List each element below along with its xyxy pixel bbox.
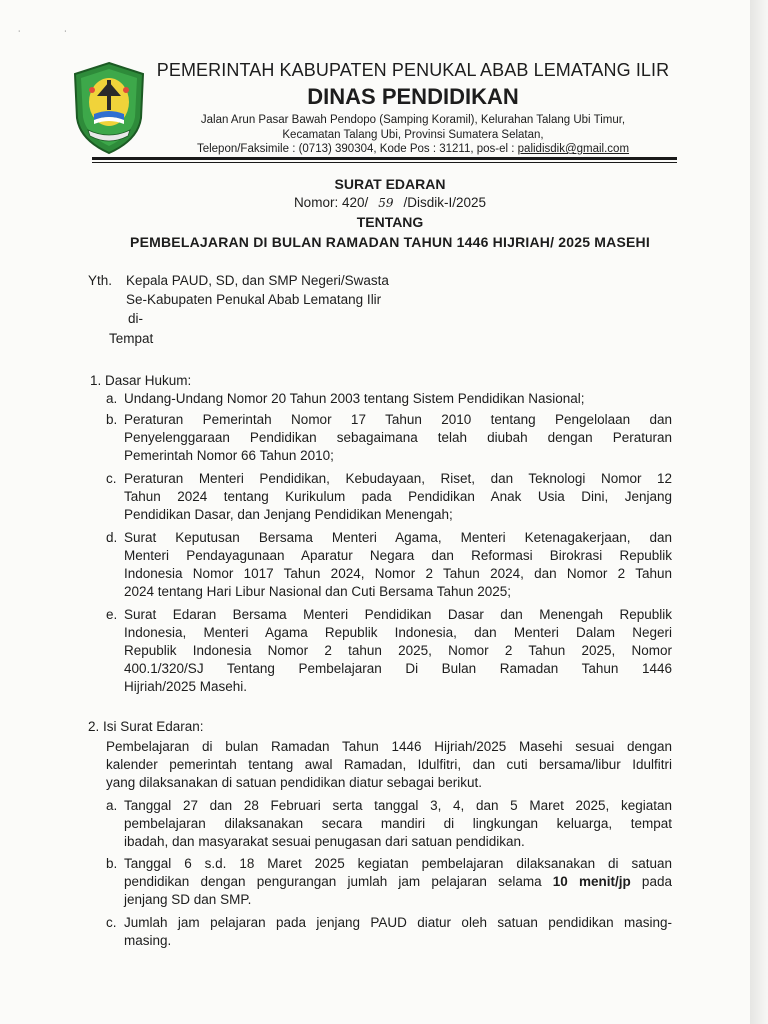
list-line: Pendidikan Dasar, dan Jenjang Pendidikan Menengah; <box>124 507 453 522</box>
addressee-line-4: Tempat <box>109 331 154 346</box>
list-line: pembelajaran dilaksanakan secara mandiri di lingkungan keluarga, tempat <box>124 816 672 831</box>
list-line: Jumlah jam pelajaran pada jenjang PAUD diatur oleh satuan pendidikan masing- <box>124 915 672 930</box>
list-line: Undang-Undang Nomor 20 Tahun 2003 tentang Sistem Pendidikan Nasional; <box>124 391 585 406</box>
letter-number-prefix: Nomor: 420/ <box>293 195 369 210</box>
addressee-line-2: Se-Kabupaten Penukal Abab Lematang Ilir <box>126 292 382 307</box>
list-line: Tahun 2024 tentang Kurikulum pada Pendidikan Anak Usia Dini, Jenjang <box>124 489 672 504</box>
list-item-1d <box>124 529 672 601</box>
list-item-2b <box>124 855 672 909</box>
list-line: Tanggal 27 dan 28 Februari serta tanggal 3, 4, dan 5 Maret 2025, kegiatan <box>124 798 672 813</box>
list-line: Surat Edaran Bersama Menteri Pendidikan Dasar dan Menengah Republik <box>124 607 672 622</box>
addressee-yth: Yth. <box>88 273 113 288</box>
letterhead-rule-thick <box>92 157 677 160</box>
list-marker: b. <box>106 412 118 427</box>
list-line: Menteri Pendayagunaan Aparatur Negara dan Reformasi Birokrasi Republik <box>124 548 672 563</box>
letterhead-rule-thin <box>92 162 677 163</box>
list-item-1b <box>124 411 672 465</box>
section-2-intro <box>106 738 672 792</box>
intro-line: kalender pemerintah tentang awal Ramadan, Idulfitri, dan cuti bersama/libur Idulfitri <box>106 757 672 772</box>
section-1-heading: 1. Dasar Hukum: <box>90 373 192 388</box>
list-item-1a <box>124 390 672 408</box>
list-marker: b. <box>106 856 118 871</box>
addressee-line-3: di- <box>128 311 144 326</box>
letter-number <box>90 195 690 210</box>
address-line-2: Kecamatan Talang Ubi, Provinsi Sumatera Selatan, <box>282 128 544 141</box>
letter-number-suffix: /Disdik-I/2025 <box>403 195 487 210</box>
letterhead-agency: DINAS PENDIDIKAN <box>307 84 519 109</box>
section-2-heading: 2. Isi Surat Edaran: <box>88 719 204 734</box>
email-link[interactable]: palidisdik@gmail.com <box>517 143 630 155</box>
list-line: Indonesia, Menteri Agama Republik Indonesia, dan Menteri Dalam Negeri <box>124 625 672 640</box>
list-item-2a <box>124 797 672 851</box>
text-run-bold: 10 menit/jp <box>552 874 631 889</box>
list-item-1c <box>124 470 672 524</box>
list-line: jenjang SD dan SMP. <box>124 892 252 907</box>
intro-line: yang dilaksanakan di satuan pendidikan diatur sebagai berikut. <box>106 775 483 790</box>
letter-subject: PEMBELAJARAN DI BULAN RAMADAN TAHUN 1446 HIJRIAH/ 2025 MASEHI <box>130 234 650 250</box>
list-marker: c. <box>106 915 117 930</box>
list-line: 400.1/320/SJ Tentang Pembelajaran Di Bulan Ramadan Tahun 1446 <box>124 661 672 676</box>
list-item-2c <box>124 914 672 950</box>
address-line-1: Jalan Arun Pasar Bawah Pendopo (Samping Koramil), Kelurahan Talang Ubi Timur, <box>200 114 626 126</box>
scan-edge <box>750 0 768 1024</box>
list-line: Pemerintah Nomor 66 Tahun 2010; <box>124 448 334 463</box>
regency-emblem-icon <box>70 60 148 156</box>
list-line: Penyelenggaraan Pendidikan sebagaimana telah diubah dengan Peraturan <box>124 430 672 445</box>
letterhead-address <box>148 113 678 157</box>
list-marker: e. <box>106 607 118 622</box>
letter-tentang: TENTANG <box>356 214 424 230</box>
text-run: pada <box>630 874 672 889</box>
address-contact <box>148 142 678 157</box>
list-line: Indonesia Nomor 1017 Tahun 2024, Nomor 2 Tahun 2024, dan Nomor 2 Tahun <box>124 566 672 581</box>
text-run: pendidikan dengan pengurangan jumlah jam pelajaran selama <box>124 874 553 889</box>
contact-text: Telepon/Faksimile : (0713) 390304, Kode Pos : 31211, pos-el : <box>196 143 518 155</box>
intro-line: Pembelajaran di bulan Ramadan Tahun 1446 Hijriah/2025 Masehi sesuai dengan <box>106 739 672 754</box>
list-marker: d. <box>106 530 118 545</box>
list-line: Peraturan Menteri Pendidikan, Kebudayaan, Riset, dan Teknologi Nomor 12 <box>124 471 672 486</box>
list-item-1e <box>124 606 672 696</box>
addressee-line-1: Kepala PAUD, SD, dan SMP Negeri/Swasta <box>126 273 389 288</box>
list-line: Republik Indonesia Nomor 2 tahun 2025, Nomor 2 Tahun 2025, Nomor <box>124 643 672 658</box>
letter-number-handwritten: 59 <box>378 196 394 210</box>
list-line: Hijriah/2025 Masehi. <box>124 679 248 694</box>
list-marker: c. <box>106 471 117 486</box>
scan-specks: ˙ ˙ <box>18 30 88 41</box>
list-line: ibadah, dan masyarakat sesuai penugasan dari satuan pendidikan. <box>124 834 525 849</box>
list-line <box>124 873 672 891</box>
list-line: 2024 tentang Hari Libur Nasional dan Cuti Bersama Tahun 2025; <box>124 584 512 599</box>
list-line: Surat Keputusan Bersama Menteri Agama, Menteri Ketenagakerjaan, dan <box>124 530 672 545</box>
list-line: Tanggal 6 s.d. 18 Maret 2025 kegiatan pembelajaran dilaksanakan di satuan <box>124 856 672 871</box>
list-line: Peraturan Pemerintah Nomor 17 Tahun 2010 tentang Pengelolaan dan <box>124 412 672 427</box>
list-marker: a. <box>106 391 118 406</box>
list-line: masing. <box>124 933 172 948</box>
letter-title: SURAT EDARAN <box>334 176 446 192</box>
letterhead-government: PEMERINTAH KABUPATEN PENUKAL ABAB LEMATANG ILIR <box>156 60 670 80</box>
list-marker: a. <box>106 798 118 813</box>
